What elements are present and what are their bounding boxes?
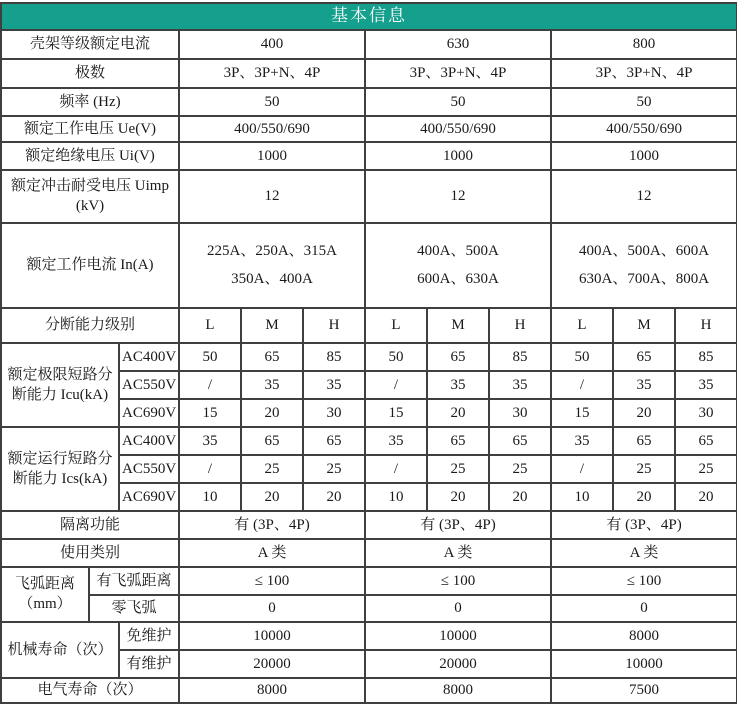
row-arc-distance-with-arc <box>1 567 737 595</box>
value-cell: ≤ 100 <box>179 567 365 595</box>
value-cell: 15 <box>365 399 427 427</box>
value-cell: M <box>241 308 303 343</box>
row-electrical-life <box>1 678 737 703</box>
value-cell: 20 <box>427 483 489 511</box>
value-cell: 630 <box>365 30 551 59</box>
value-cell: 65 <box>613 427 675 455</box>
value-cell: 有 (3P、4P) <box>179 511 365 539</box>
sub-label: AC690V <box>119 399 179 427</box>
group-label-line2: （mm） <box>18 596 72 613</box>
value-cell: 25 <box>241 455 303 483</box>
value-cell: 65 <box>241 343 303 371</box>
table-title-row <box>1 3 737 30</box>
value-cell: 50 <box>179 88 365 116</box>
value-line1: 400A、500A、600A <box>579 242 710 259</box>
value-cell: 35 <box>489 371 551 399</box>
value-cell: 10 <box>365 483 427 511</box>
row-label <box>1 170 179 223</box>
row-impulse-withstand-voltage <box>1 170 737 223</box>
value-cell: 20 <box>241 483 303 511</box>
value-cell: 85 <box>303 343 365 371</box>
value-cell: 1000 <box>365 142 551 170</box>
sub-label: AC690V <box>119 483 179 511</box>
value-cell: 50 <box>365 343 427 371</box>
value-cell: A 类 <box>365 539 551 567</box>
value-cell: M <box>427 308 489 343</box>
value-cell: 85 <box>489 343 551 371</box>
value-cell: 35 <box>427 371 489 399</box>
sub-label: 免维护 <box>119 622 179 650</box>
value-cell <box>551 223 737 308</box>
value-cell: 25 <box>427 455 489 483</box>
value-cell: L <box>365 308 427 343</box>
value-cell: 20 <box>613 399 675 427</box>
value-line1: 225A、250A、315A <box>207 242 337 259</box>
group-label-line2: 断能力 Icu(kA) <box>11 386 109 403</box>
value-cell: 800 <box>551 30 737 59</box>
value-cell: / <box>365 371 427 399</box>
row-label-line1: 额定冲击耐受电压 Uimp <box>11 178 169 195</box>
basic-info-spec-table <box>0 2 737 704</box>
value-cell: H <box>303 308 365 343</box>
value-cell: 20000 <box>179 650 365 678</box>
value-cell: 400/550/690 <box>551 116 737 142</box>
row-label: 电气寿命（次） <box>1 678 179 703</box>
value-cell: 20 <box>675 483 737 511</box>
value-cell: 12 <box>365 170 551 223</box>
value-cell: 30 <box>303 399 365 427</box>
value-cell: 1000 <box>551 142 737 170</box>
group-label-icu <box>1 343 119 427</box>
value-cell: 15 <box>551 399 613 427</box>
group-label-line1: 额定极限短路分 <box>7 366 113 383</box>
value-cell: 10000 <box>179 622 365 650</box>
value-cell: 35 <box>303 371 365 399</box>
value-cell: 25 <box>489 455 551 483</box>
value-cell: 85 <box>675 343 737 371</box>
value-cell: 50 <box>551 88 737 116</box>
value-cell: M <box>613 308 675 343</box>
row-label: 额定工作电流 In(A) <box>1 223 179 308</box>
value-cell: 10000 <box>365 622 551 650</box>
value-cell: 8000 <box>365 678 551 703</box>
row-mech-life-maintenance-free <box>1 622 737 650</box>
row-label: 极数 <box>1 59 179 88</box>
value-cell: 20000 <box>365 650 551 678</box>
value-cell <box>365 223 551 308</box>
value-cell: 65 <box>675 427 737 455</box>
value-cell: 20 <box>241 399 303 427</box>
row-poles <box>1 59 737 88</box>
value-cell: 有 (3P、4P) <box>365 511 551 539</box>
value-cell: 35 <box>241 371 303 399</box>
value-cell: 1000 <box>179 142 365 170</box>
value-cell: 3P、3P+N、4P <box>179 59 365 88</box>
table-title: 基本信息 <box>1 3 737 30</box>
row-label: 额定绝缘电压 Ui(V) <box>1 142 179 170</box>
row-breaking-capacity-level <box>1 308 737 343</box>
row-label: 壳架等级额定电流 <box>1 30 179 59</box>
group-label-line1: 额定运行短路分 <box>7 450 113 467</box>
sub-label: AC400V <box>119 343 179 371</box>
value-cell: 400/550/690 <box>179 116 365 142</box>
value-cell: 400 <box>179 30 365 59</box>
value-cell <box>179 223 365 308</box>
value-line1: 400A、500A <box>417 242 499 259</box>
value-cell: 50 <box>365 88 551 116</box>
row-rated-insulation-voltage <box>1 142 737 170</box>
group-label-ics <box>1 427 119 511</box>
value-cell: 3P、3P+N、4P <box>551 59 737 88</box>
value-cell: L <box>179 308 241 343</box>
row-rated-working-voltage <box>1 116 737 142</box>
value-cell: 30 <box>489 399 551 427</box>
value-cell: 8000 <box>179 678 365 703</box>
value-cell: 25 <box>675 455 737 483</box>
value-cell: 12 <box>551 170 737 223</box>
value-cell: / <box>551 455 613 483</box>
group-label-line1: 飞弧距离 <box>14 576 75 593</box>
value-cell: / <box>179 371 241 399</box>
row-label: 隔离功能 <box>1 511 179 539</box>
value-cell: 25 <box>613 455 675 483</box>
value-cell: 0 <box>365 595 551 622</box>
sub-label: AC400V <box>119 427 179 455</box>
value-cell: 7500 <box>551 678 737 703</box>
row-ics-ac400v <box>1 427 737 455</box>
value-line2: 630A、700A、800A <box>579 271 710 288</box>
value-cell: 10 <box>551 483 613 511</box>
value-cell: 10 <box>179 483 241 511</box>
value-cell: A 类 <box>551 539 737 567</box>
row-isolation-function <box>1 511 737 539</box>
value-cell: ≤ 100 <box>365 567 551 595</box>
sub-label: 有飞弧距离 <box>89 567 179 595</box>
value-cell: 20 <box>427 399 489 427</box>
value-cell: L <box>551 308 613 343</box>
value-line2: 350A、400A <box>231 271 313 288</box>
sub-label: AC550V <box>119 455 179 483</box>
value-cell: A 类 <box>179 539 365 567</box>
value-cell: 35 <box>613 371 675 399</box>
row-frequency <box>1 88 737 116</box>
value-cell: H <box>675 308 737 343</box>
value-cell: 0 <box>551 595 737 622</box>
value-cell: 30 <box>675 399 737 427</box>
value-cell: / <box>179 455 241 483</box>
row-frame-current <box>1 30 737 59</box>
value-cell: 65 <box>489 427 551 455</box>
value-cell: 20 <box>303 483 365 511</box>
value-cell: 35 <box>179 427 241 455</box>
row-label: 额定工作电压 Ue(V) <box>1 116 179 142</box>
value-cell: H <box>489 308 551 343</box>
value-cell: 35 <box>551 427 613 455</box>
row-label: 分断能力级别 <box>1 308 179 343</box>
row-icu-ac400v <box>1 343 737 371</box>
value-cell: / <box>365 455 427 483</box>
row-utilization-category <box>1 539 737 567</box>
sub-label: AC550V <box>119 371 179 399</box>
group-label-mech-life: 机械寿命（次） <box>1 622 119 678</box>
value-cell: 65 <box>427 343 489 371</box>
row-rated-working-current <box>1 223 737 308</box>
value-cell: ≤ 100 <box>551 567 737 595</box>
row-label: 使用类别 <box>1 539 179 567</box>
value-cell: 35 <box>675 371 737 399</box>
value-cell: / <box>551 371 613 399</box>
value-cell: 8000 <box>551 622 737 650</box>
row-label: 频率 (Hz) <box>1 88 179 116</box>
value-cell: 35 <box>365 427 427 455</box>
value-cell: 3P、3P+N、4P <box>365 59 551 88</box>
value-cell: 50 <box>551 343 613 371</box>
value-cell: 有 (3P、4P) <box>551 511 737 539</box>
sub-label: 有维护 <box>119 650 179 678</box>
value-cell: 65 <box>303 427 365 455</box>
value-cell: 50 <box>179 343 241 371</box>
value-cell: 15 <box>179 399 241 427</box>
row-arc-distance-zero-arc <box>1 595 737 622</box>
value-cell: 65 <box>613 343 675 371</box>
value-cell: 10000 <box>551 650 737 678</box>
group-label-arc-distance <box>1 567 89 622</box>
row-label-line2: (kV) <box>75 198 105 215</box>
value-cell: 0 <box>179 595 365 622</box>
value-cell: 12 <box>179 170 365 223</box>
value-cell: 25 <box>303 455 365 483</box>
value-cell: 65 <box>427 427 489 455</box>
value-cell: 400/550/690 <box>365 116 551 142</box>
value-line2: 600A、630A <box>417 271 499 288</box>
value-cell: 20 <box>613 483 675 511</box>
sub-label: 零飞弧 <box>89 595 179 622</box>
value-cell: 65 <box>241 427 303 455</box>
value-cell: 20 <box>489 483 551 511</box>
group-label-line2: 断能力 Ics(kA) <box>12 470 108 487</box>
